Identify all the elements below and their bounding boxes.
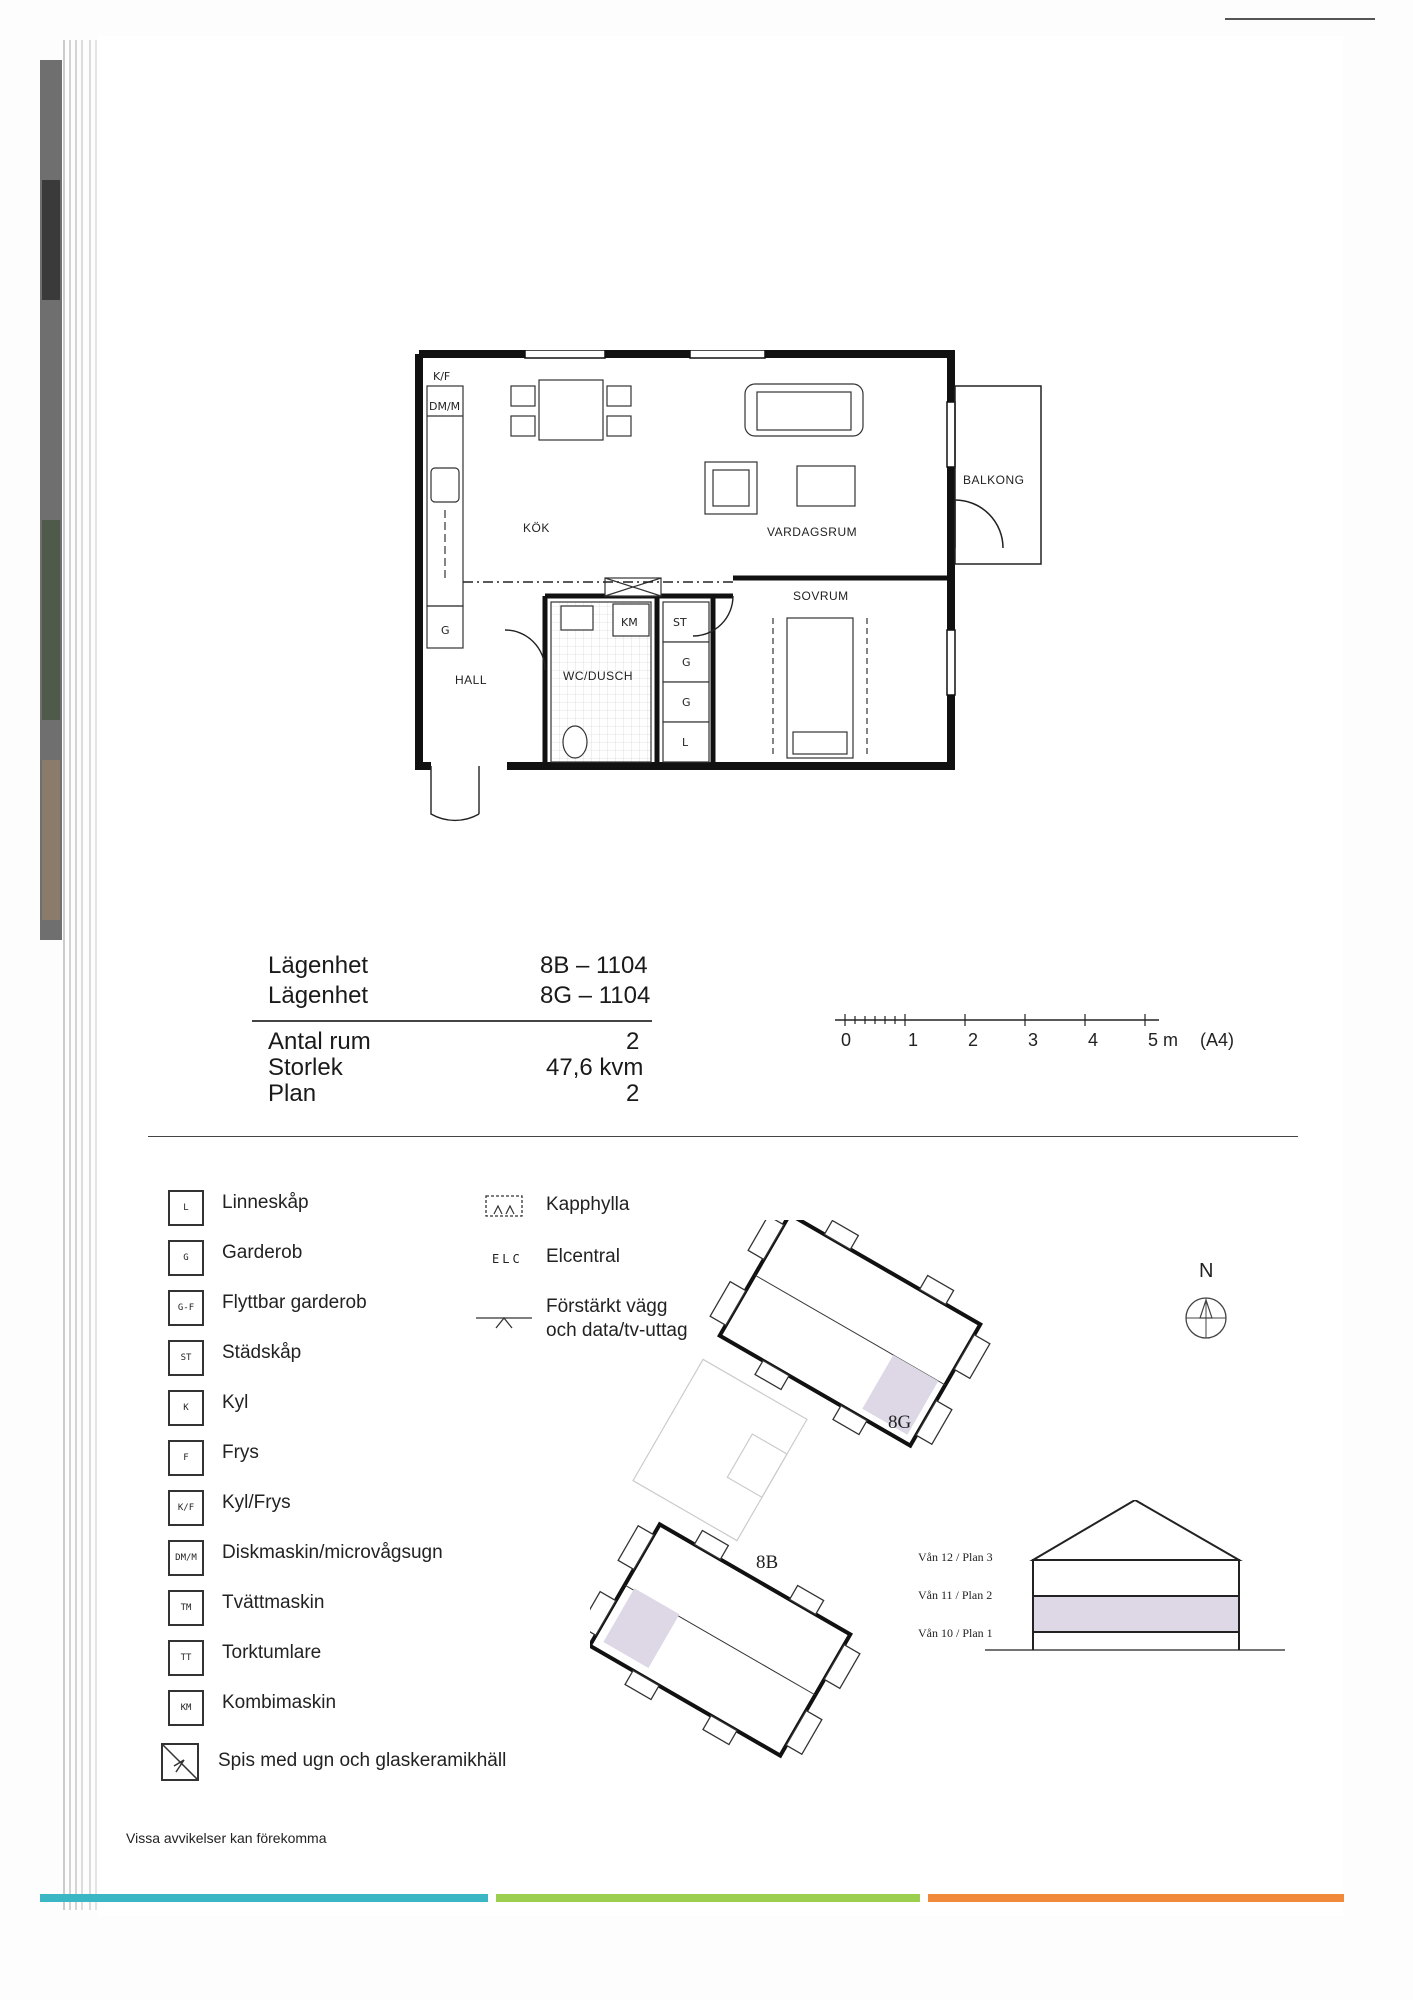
floor-label-11: Vån 11 / Plan 2 — [918, 1588, 993, 1602]
north-label: N — [1199, 1260, 1214, 1282]
room-label-hall: HALL — [455, 673, 488, 687]
legend-label-k: Kyl — [222, 1392, 249, 1413]
legend-label-km: Kombimaskin — [222, 1692, 337, 1713]
lagenhet-label-1: Lägenhet — [268, 952, 369, 979]
building-8b — [590, 1502, 874, 1779]
lagenhet-value-2: 8G – 1104 — [540, 982, 651, 1009]
living-furniture — [705, 384, 863, 514]
floor-label-10: Vån 10 / Plan 1 — [918, 1626, 993, 1640]
antal-rum-value: 2 — [626, 1028, 640, 1055]
room-label-balkong: BALKONG — [963, 473, 1025, 487]
footer-bar-teal — [40, 1894, 488, 1902]
room-label-km: KM — [621, 616, 638, 629]
legend-icon-l: L — [168, 1190, 204, 1226]
kitchen-counter — [427, 386, 463, 648]
paper-stack-edge — [40, 40, 100, 1920]
building-section — [985, 1500, 1290, 1660]
plan-value: 2 — [626, 1080, 640, 1107]
legend-label-g: Garderob — [222, 1242, 303, 1263]
legend-label-st: Städskåp — [222, 1342, 302, 1363]
scale-tick-2: 2 — [968, 1030, 979, 1050]
floor-label-12: Vån 12 / Plan 3 — [918, 1550, 993, 1564]
scale-tick-1: 1 — [908, 1030, 919, 1050]
lagenhet-label-2: Lägenhet — [268, 982, 369, 1009]
building-8g — [696, 1220, 1004, 1468]
legend-icon-tm: TM — [168, 1590, 204, 1626]
floor-plan — [415, 350, 1055, 830]
scale-tick-5: 5 m — [1148, 1030, 1179, 1050]
room-label-kf: K/F — [433, 370, 451, 383]
room-label-sovrum: SOVRUM — [793, 589, 849, 603]
legend-icon-f: F — [168, 1440, 204, 1476]
scale-tick-0: 0 — [841, 1030, 852, 1050]
info-divider — [252, 1020, 652, 1022]
legend-label-tm: Tvättmaskin — [222, 1592, 325, 1613]
legend-label-gf: Flyttbar garderob — [222, 1292, 367, 1313]
section-divider — [148, 1136, 1298, 1137]
legend-icon-gf: G-F — [168, 1290, 204, 1326]
legend-label-tt: Torktumlare — [222, 1642, 322, 1663]
stove-icon — [160, 1742, 200, 1782]
room-label-g3: G — [441, 624, 450, 637]
legend-label-f: Frys — [222, 1442, 259, 1463]
scale-tick-3: 3 — [1028, 1030, 1039, 1050]
plan-label: Plan — [268, 1080, 317, 1107]
top-edge-line — [1225, 18, 1375, 20]
room-label-wc: WC/DUSCH — [563, 669, 633, 683]
legend-icon-g: G — [168, 1240, 204, 1276]
legend-icon-km: KM — [168, 1690, 204, 1726]
building-label-8b: 8B — [756, 1552, 779, 1573]
scale-paper: (A4) — [1200, 1030, 1235, 1050]
legend-label-kapphylla: Kapphylla — [546, 1194, 630, 1215]
elc-icon: ELC — [492, 1252, 523, 1266]
legend-label-elcentral: Elcentral — [546, 1246, 620, 1267]
footer-bar-green — [496, 1894, 920, 1902]
storlek-value: 47,6 kvm — [546, 1054, 644, 1081]
legend-label-l: Linneskåp — [222, 1192, 309, 1213]
reinforced-wall-icon — [476, 1310, 532, 1330]
legend-label-kf: Kyl/Frys — [222, 1492, 291, 1513]
scale-bar — [835, 1010, 1175, 1050]
legend-icon-kf: K/F — [168, 1490, 204, 1526]
legend-label-spis: Spis med ugn och glaskeramikhäll — [218, 1750, 507, 1771]
room-label-l: L — [682, 736, 689, 749]
legend-label-dmm: Diskmaskin/microvågsugn — [222, 1542, 443, 1563]
north-arrow-icon — [1184, 1296, 1228, 1340]
room-label-g2: G — [682, 696, 691, 709]
lagenhet-value-1: 8B – 1104 — [540, 952, 648, 979]
storlek-label: Storlek — [268, 1054, 343, 1081]
room-label-st: ST — [673, 616, 687, 629]
footer-bar-orange — [928, 1894, 1344, 1902]
dining-table — [511, 380, 631, 440]
bed — [773, 618, 867, 758]
building-label-8g: 8G — [888, 1412, 912, 1433]
disclaimer-text: Vissa avvikelser kan förekomma — [126, 1830, 327, 1846]
legend-label-vagg-1: Förstärkt vägg — [546, 1296, 668, 1317]
legend-icon-st: ST — [168, 1340, 204, 1376]
room-label-g1: G — [682, 656, 691, 669]
room-label-vardagsrum: VARDAGSRUM — [767, 525, 858, 539]
scale-tick-4: 4 — [1088, 1030, 1099, 1050]
room-label-dmm: DM/M — [429, 400, 461, 413]
antal-rum-label: Antal rum — [268, 1028, 371, 1055]
legend-icon-tt: TT — [168, 1640, 204, 1676]
room-label-kok: KÖK — [523, 521, 550, 535]
legend-label-vagg-2: och data/tv-uttag — [546, 1320, 688, 1341]
kapphylla-icon — [484, 1194, 524, 1218]
legend-icon-dmm: DM/M — [168, 1540, 204, 1576]
legend-icon-k: K — [168, 1390, 204, 1426]
